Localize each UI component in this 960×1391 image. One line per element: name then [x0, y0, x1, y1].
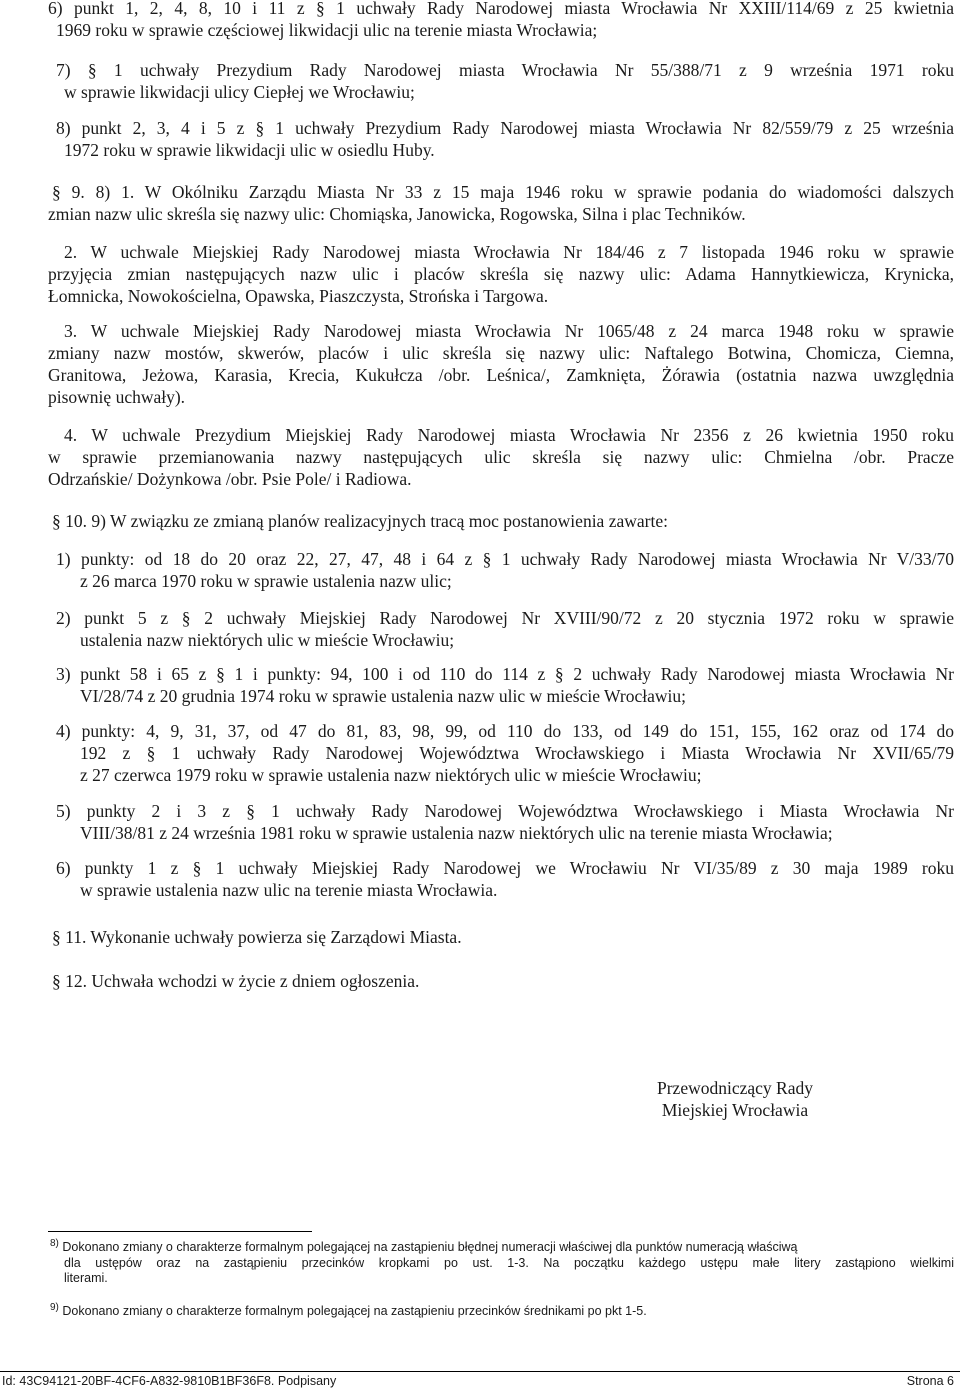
text-line: ustalenia nazw niektórych ulic w mieście Wrocławiu;: [80, 630, 455, 650]
text-line: z 26 marca 1970 roku w sprawie ustalenia nazw ulic;: [80, 571, 452, 591]
text-line: 3) punkt 58 i 65 z § 1 i punkty: 94, 100 i od 110 do 114 z § 2 uchwały Rady Narodowej miasta Wrocławia Nr: [56, 664, 954, 684]
text-line: § 11. Wykonanie uchwały powierza się Zarządowi Miasta.: [52, 927, 462, 947]
text-line: Łomnicka, Nowokościelna, Opawska, Piaszczysta, Strońska i Targowa.: [48, 286, 549, 306]
text-line: 7) § 1 uchwały Prezydium Rady Narodowej miasta Wrocławia Nr 55/388/71 z 9 września 1971 roku: [56, 60, 954, 80]
text-line: VI/28/74 z 20 grudnia 1974 roku w sprawie ustalenia nazw ulic w mieście Wrocławiu;: [80, 686, 686, 706]
signature-block: [620, 1077, 850, 1121]
footnote-text: literami.: [64, 1271, 108, 1285]
footnote-8: [50, 1237, 954, 1287]
text-line: przyjęcia zmian następujących nazw ulic i placów skreśla się nazwy ulic: Adama Hannytkiewicza, Krynicka,: [48, 264, 954, 284]
list-item: [56, 548, 954, 592]
footnote-text: Dokonano zmiany o charakterze formalnym polegającej na zastąpieniu przecinków średnikami po pkt 1-5.: [62, 1304, 647, 1318]
text-line: § 10. 9) W związku ze zmianą planów realizacyjnych tracą moc postanowienia zawarte:: [52, 511, 668, 531]
text-line: 4) punkty: 4, 9, 31, 37, od 47 do 81, 83, 98, 99, od 110 do 133, od 149 do 151, 155, 162 oraz od 174 do: [56, 721, 954, 741]
paragraph-4: [48, 424, 954, 490]
footnote-text: Dokonano zmiany o charakterze formalnym polegającej na zastąpieniu błędnej numeracji właściwej dla punktów numeracją właściwą: [62, 1240, 798, 1254]
list-item: [56, 663, 954, 707]
text-line: 5) punkty 2 i 3 z § 1 uchwały Rady Narodowej Województwa Wrocławskiego i Miasta Wrocławia Nr: [56, 801, 954, 821]
text-line: 3. W uchwale Miejskiej Rady Narodowej miasta Wrocławia Nr 1065/48 z 24 marca 1948 roku w sprawie: [64, 321, 954, 341]
list-item: [48, 0, 954, 41]
footnote-divider: [48, 1231, 312, 1232]
text-line: z 27 czerwca 1979 roku w sprawie ustalenia nazw niektórych ulic w mieście Wrocławiu;: [80, 765, 702, 785]
footer-divider: [0, 1371, 960, 1372]
signature-title: Przewodniczący Rady: [657, 1078, 813, 1098]
text-line: 6) punkt 1, 2, 4, 8, 10 i 11 z § 1 uchwały Rady Narodowej miasta Wrocławia Nr XXIII/114/69 z 25 kwietnia: [48, 0, 954, 18]
text-line: 8) punkt 2, 3, 4 i 5 z § 1 uchwały Prezydium Rady Narodowej miasta Wrocławia Nr 82/559/79 z 25 września: [56, 118, 954, 138]
signature-body: Miejskiej Wrocławia: [661, 1100, 809, 1120]
text-line: 1) punkty: od 18 do 20 oraz 22, 27, 47, 48 i 64 z § 1 uchwały Rady Narodowej miasta Wrocławia Nr V/33/70: [56, 549, 954, 569]
list-item: [56, 857, 954, 901]
text-line: 2. W uchwale Miejskiej Rady Narodowej miasta Wrocławia Nr 184/46 z 7 listopada 1946 roku w sprawie: [64, 242, 954, 262]
text-line: pisownię uchwały).: [48, 387, 186, 407]
text-line: w sprawie ustalenia nazw ulic na terenie miasta Wrocławia.: [80, 880, 498, 900]
list-item: [56, 117, 954, 161]
section-9: [48, 181, 954, 225]
text-line: 4. W uchwale Prezydium Miejskiej Rady Narodowej miasta Wrocławia Nr 2356 z 26 kwietnia 1950 roku: [64, 425, 954, 445]
list-item: [56, 720, 954, 786]
text-line: 6) punkty 1 z § 1 uchwały Miejskiej Rady Narodowej we Wrocławiu Nr VI/35/89 z 30 maja 1989 roku: [56, 858, 954, 878]
text-line: Granitowa, Jeżowa, Karasia, Krecia, Kukułcza /obr. Leśnica/, Zamknięta, Żórawia (ostatnia nazwa uwzględnia: [48, 365, 954, 385]
footnote-text: dla ustępów oraz na zastąpieniu przecinków kropkami po ust. 1-3. Na początku każdego ustępu małe litery zastąpiono wielkimi: [64, 1255, 954, 1270]
section-11: [52, 926, 954, 948]
text-line: § 9. 8) 1. W Okólniku Zarządu Miasta Nr 33 z 15 maja 1946 roku w sprawie podania do wiadomości dalszych: [52, 182, 954, 202]
text-line: § 12. Uchwała wchodzi w życie z dniem ogłoszenia.: [52, 971, 420, 991]
paragraph-3: [48, 320, 954, 408]
text-line: Odrzańskie/ Dożynkowa /obr. Psie Pole/ i Radiowa.: [48, 469, 412, 489]
section-12: [52, 970, 954, 992]
list-item: [56, 607, 954, 651]
text-line: 1972 roku w sprawie likwidacji ulic w osiedlu Huby.: [64, 140, 435, 160]
list-item: [56, 800, 954, 844]
text-line: 192 z § 1 uchwały Rady Narodowej Województwa Wrocławskiego i Miasta Wrocławia Nr XVII/65/79: [80, 743, 954, 763]
page-number: Strona 6: [906, 1374, 954, 1388]
document-id: Id: 43C94121-20BF-4CF6-A832-9810B1BF36F8. Podpisany: [2, 1374, 337, 1388]
footnote-9: [50, 1301, 954, 1320]
text-line: zmiany nazw mostów, skwerów, placów i ulic skreśla się nazwy ulic: Naftalego Botwina, Chomicza, Ciemna,: [48, 343, 954, 363]
text-line: 2) punkt 5 z § 2 uchwały Miejskiej Rady Narodowej Nr XVIII/90/72 z 20 stycznia 1972 roku w sprawie: [56, 608, 954, 628]
footnote-mark: 8): [50, 1237, 59, 1249]
footnote-mark: 9): [50, 1301, 59, 1313]
section-10: [52, 510, 954, 532]
text-line: w sprawie likwidacji ulicy Ciepłej we Wrocławiu;: [64, 82, 415, 102]
text-line: w sprawie przemianowania nazwy następujących ulic skreśla się nazwy ulic: Chmielna /obr. Pracze: [48, 447, 954, 467]
paragraph-2: [48, 241, 954, 307]
list-item: [56, 59, 954, 103]
text-line: zmian nazw ulic skreśla się nazwy ulic: Chomiąska, Janowicka, Rogowska, Silna i plac Techników.: [48, 204, 746, 224]
text-line: VIII/38/81 z 24 września 1981 roku w sprawie ustalenia nazw niektórych ulic na terenie miasta Wrocławia;: [80, 823, 833, 843]
text-line: 1969 roku w sprawie częściowej likwidacji ulic na terenie miasta Wrocławia;: [56, 20, 598, 40]
